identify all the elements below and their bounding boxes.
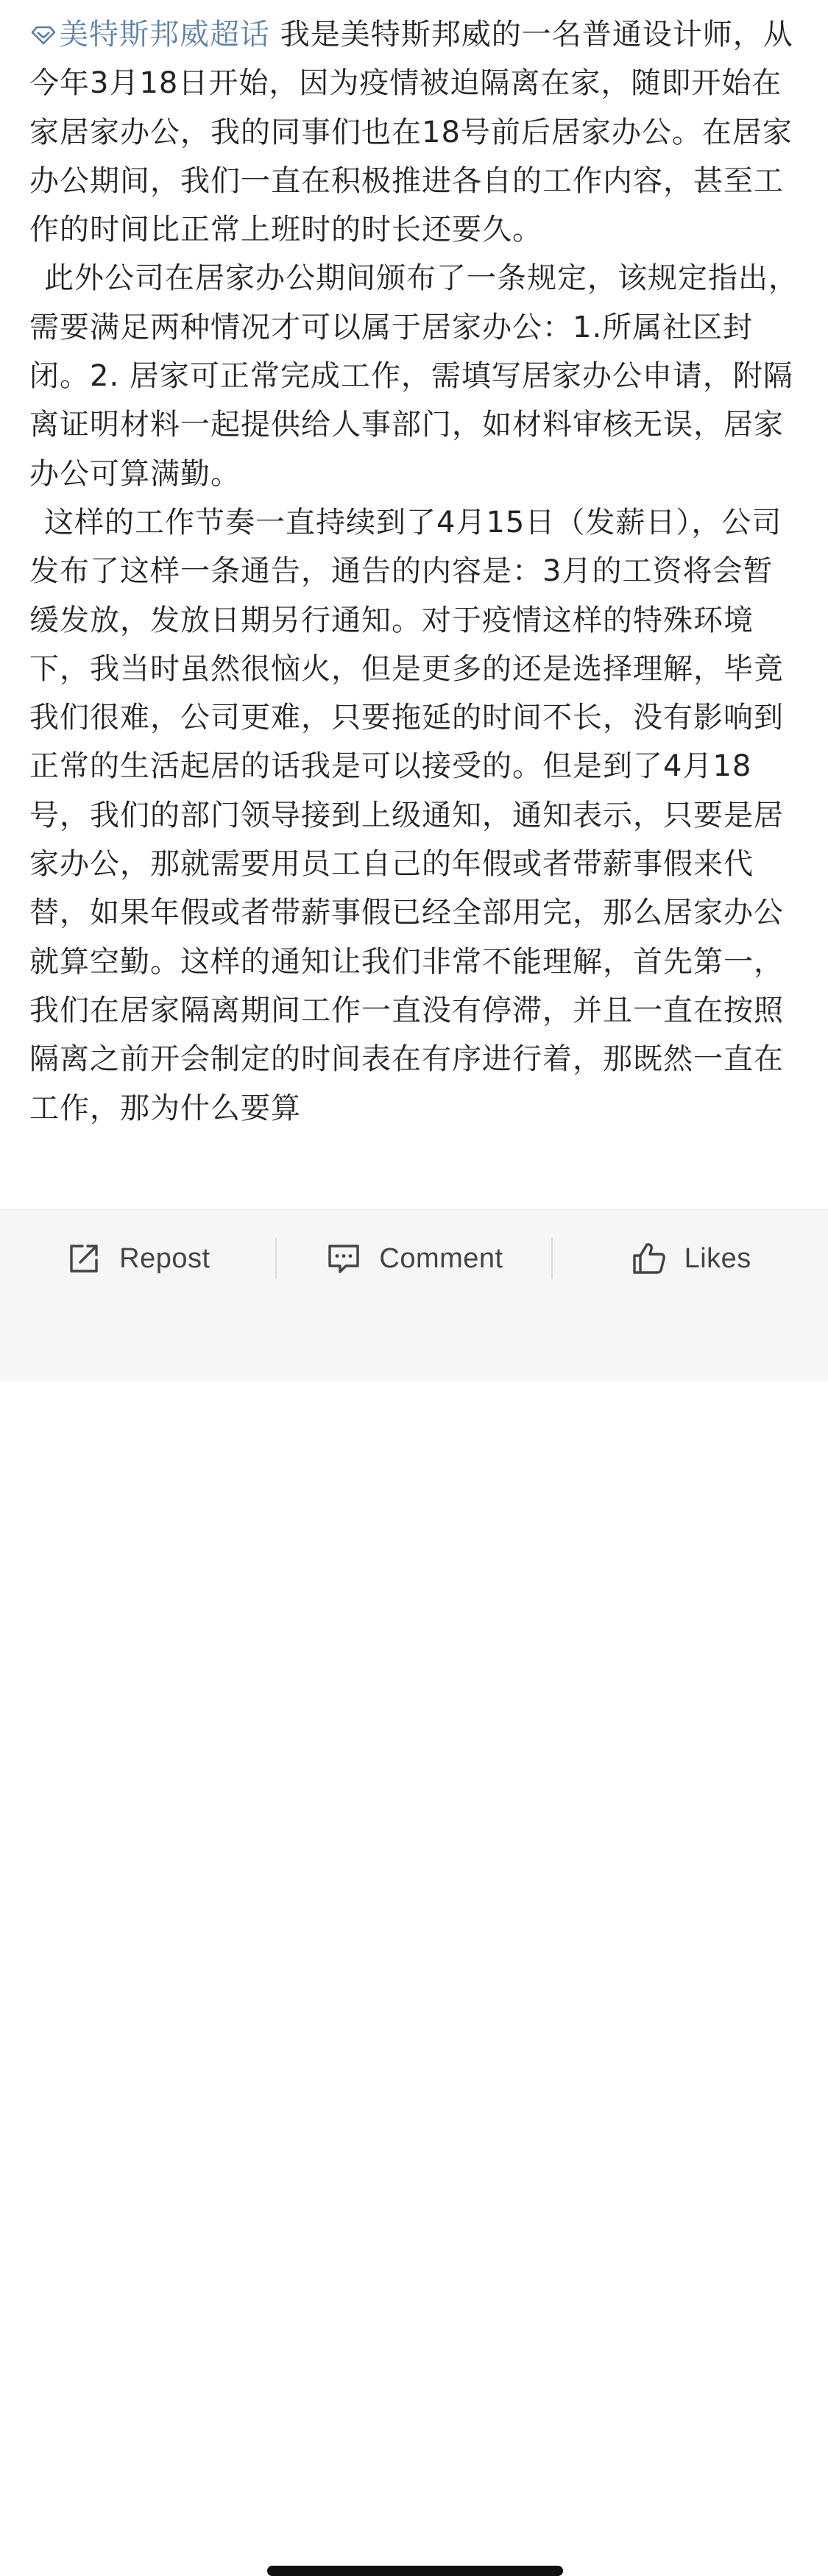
post-paragraph-1 — [29, 10, 799, 254]
repost-label: Repost — [119, 1242, 210, 1274]
topic-tag-link[interactable] — [29, 18, 270, 52]
action-bar — [0, 1209, 828, 1381]
post-paragraph-2: 此外公司在居家办公期间颁布了一条规定，该规定指出，需要满足两种情况才可以属于居家办公：1.所属社区封闭。2. 居家可正常完成工作，需填写居家办公申请，附隔离证明材料一起提供给人事部门，如材料审核无误，居家办公可算满勤。 — [29, 261, 799, 491]
topic-tag-label: 美特斯邦威超话 — [59, 18, 270, 52]
repost-button[interactable] — [0, 1210, 275, 1307]
action-row — [0, 1210, 828, 1307]
likes-label: Likes — [684, 1242, 751, 1274]
paragraph-text: 我是美特斯邦威的一名普通设计师，从今年3月18日开始，因为疫情被迫隔离在家，随即开始在家居家办公，我的同事们也在18号前后居家办公。在居家办公期间，我们一直在积极推进各自的工作内容，甚至工作的时间比正常上班时的时长还要久。 — [29, 18, 793, 247]
chat-bubble-icon — [325, 1239, 363, 1278]
post-paragraph-3: 这样的工作节奏一直持续到了4月15日（发薪日），公司发布了这样一条通告，通告的内容是：3月的工资将会暂缓发放，发放日期另行通知。对于疫情这样的特殊环境下，我当时虽然很恼火，但是更多的还是选择理解，毕竟我们很难，公司更难，只要拖延的时间不长，没有影响到正常的生活起居的话我是可以接受的。但是到了4月18号，我们的部门领导接到上级通知，通知表示，只要是居家办公，那就需要用员工自己的年假或者带薪事假来代替，如果年假或者带薪事假已经全部用完，那么居家办公就算空勤。这样的通知让我们非常不能理解，首先第一，我们在居家隔离期间工作一直没有停滞，并且一直在按照隔离之前开会制定的时间表在有序进行着，那既然一直在工作，那为什么要算 — [29, 505, 784, 1125]
diamond-topic-icon — [29, 25, 57, 46]
comment-label: Comment — [379, 1242, 503, 1274]
likes-button[interactable] — [553, 1210, 828, 1307]
post-body — [29, 10, 799, 1133]
share-out-icon — [65, 1239, 103, 1278]
comment-button[interactable] — [277, 1210, 552, 1307]
home-indicator[interactable] — [267, 2566, 563, 2576]
thumbs-up-icon — [630, 1239, 668, 1278]
